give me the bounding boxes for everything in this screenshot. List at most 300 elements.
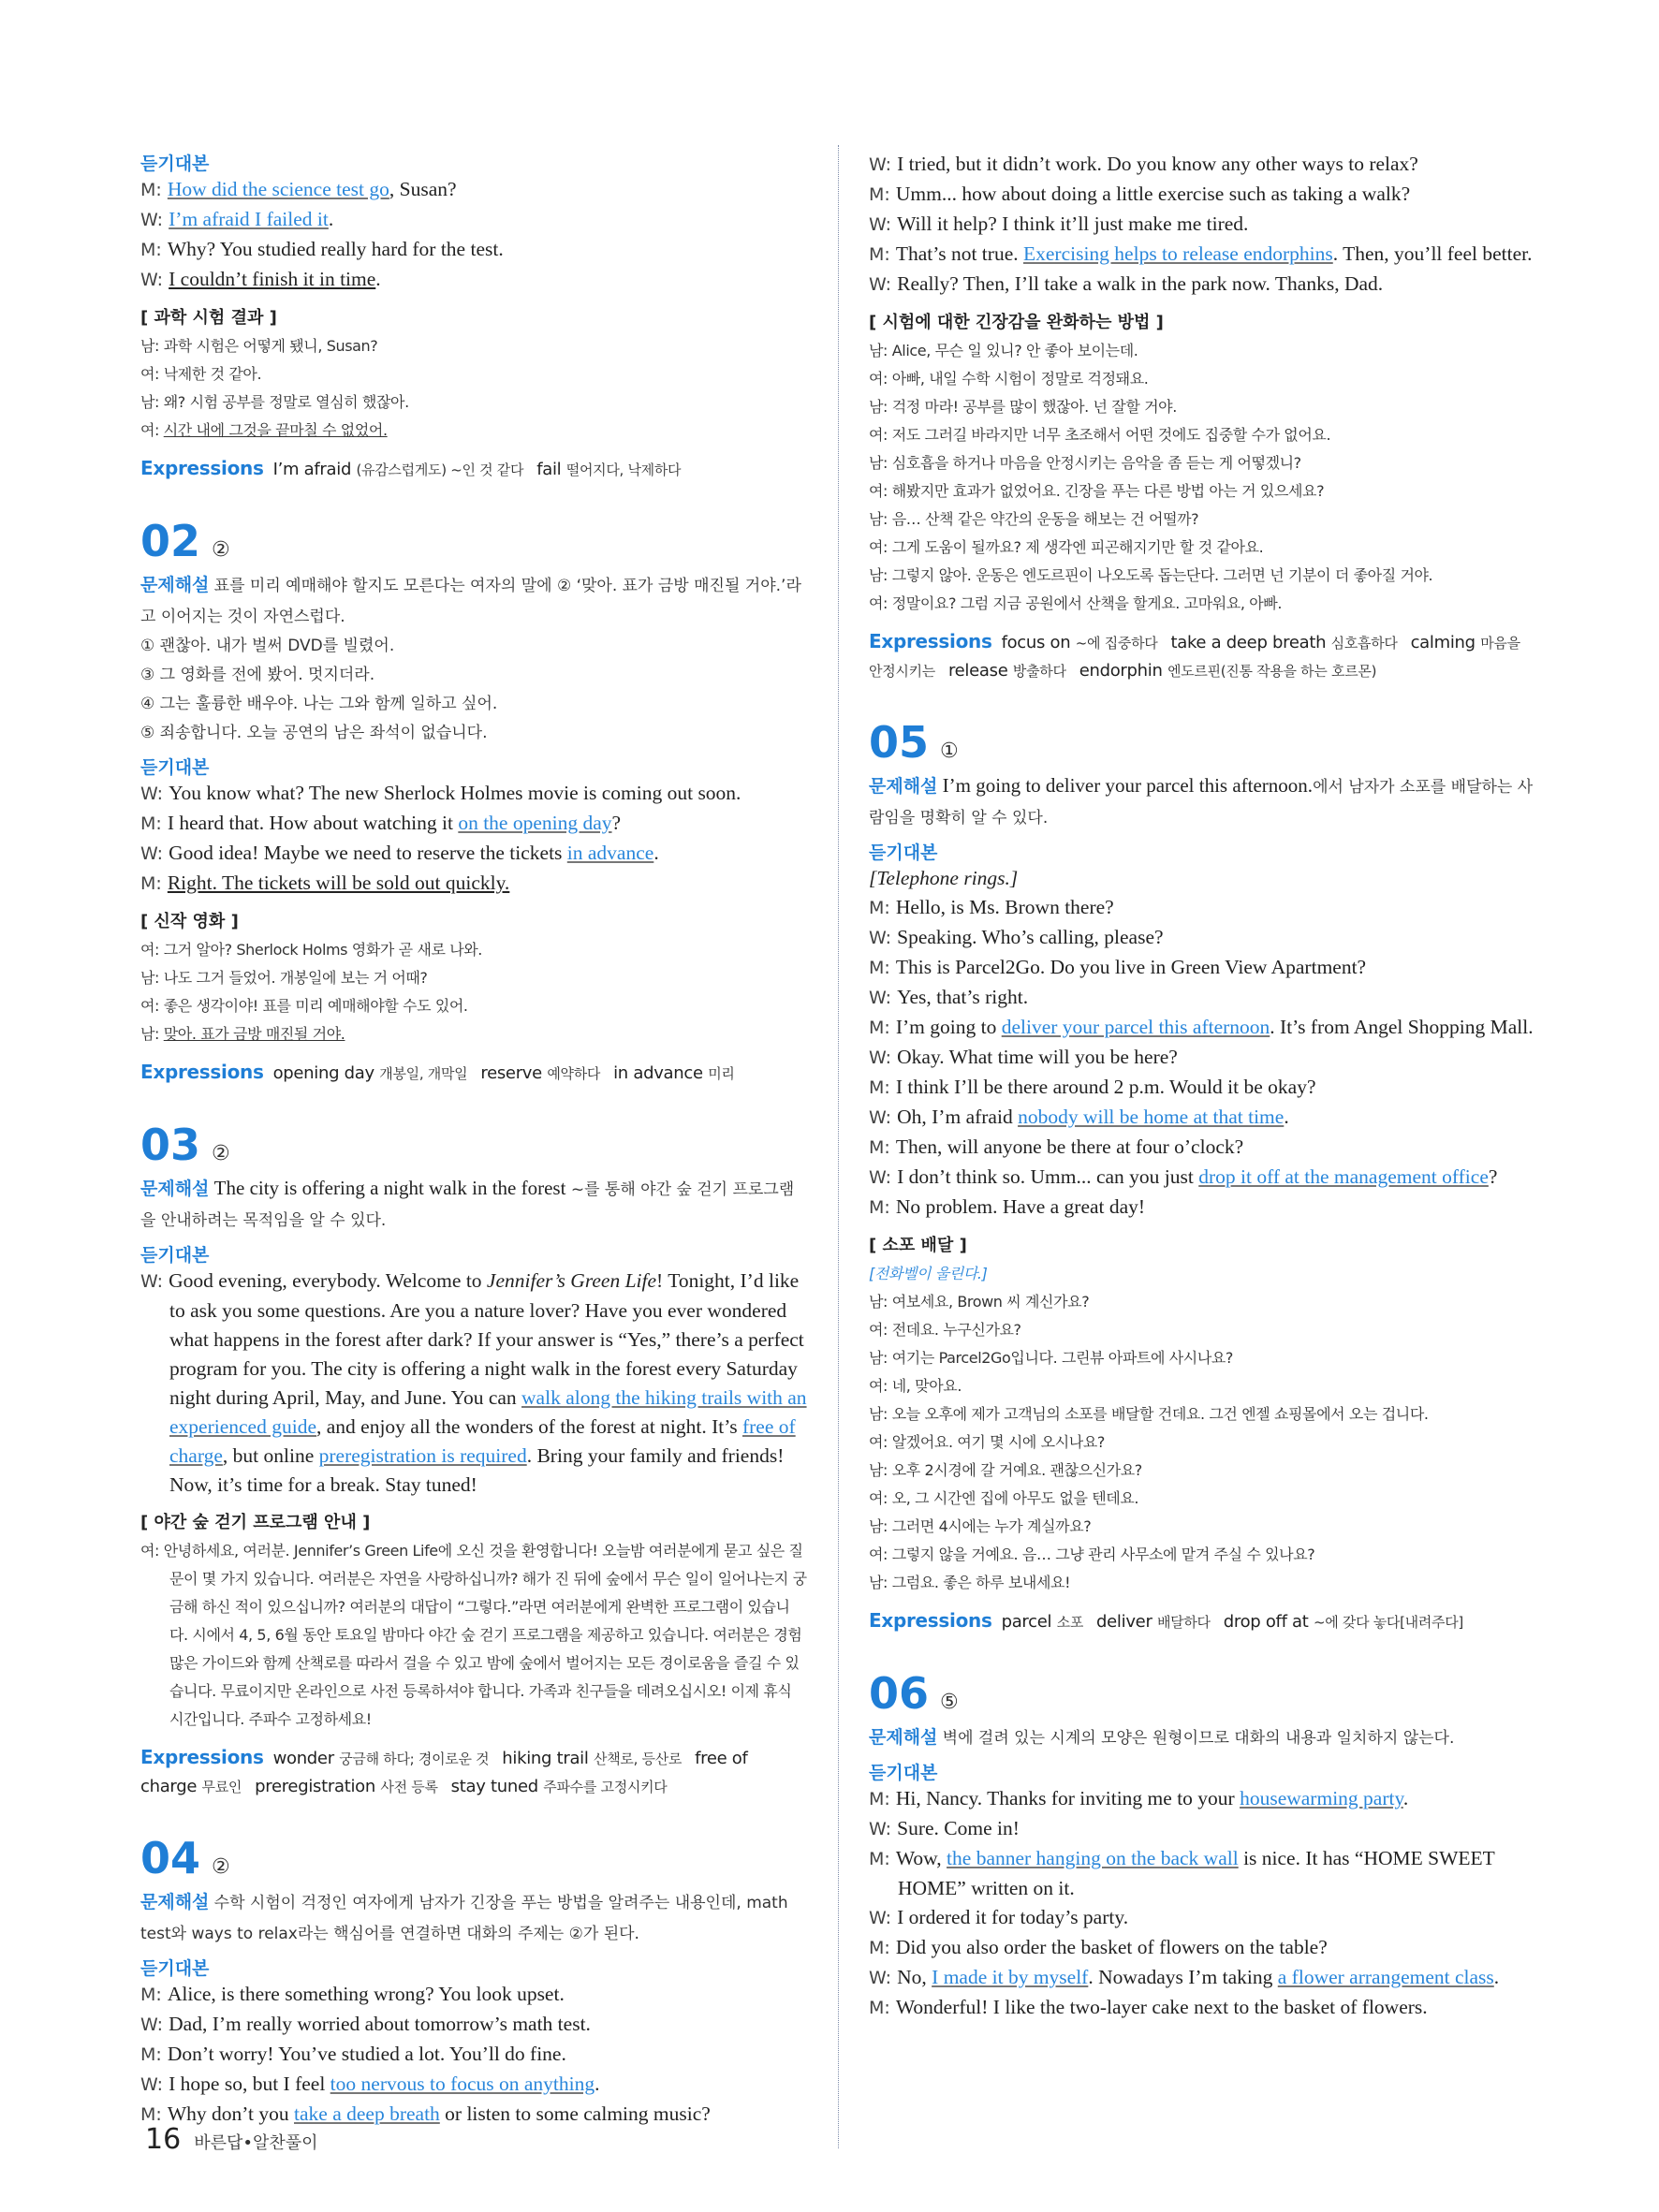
- expressions-label: Expressions: [869, 1609, 992, 1632]
- question-number: 04: [140, 1833, 201, 1883]
- column-divider: [838, 145, 839, 2148]
- speaker-label: W:: [869, 988, 898, 1008]
- explanation-english: I’m going to deliver your parcel this afternoon.: [942, 774, 1314, 797]
- dialogue-line: [869, 1193, 1535, 1223]
- speaker-label: 여:: [869, 1433, 892, 1451]
- speaker-label: 남:: [869, 510, 892, 528]
- keyword-highlight: the banner hanging on the back wall: [947, 1847, 1239, 1869]
- right-column: [869, 150, 1535, 2023]
- translation-text: 해봤지만 효과가 없었어요. 긴장을 푸는 다른 방법 아는 거 있으세요?: [891, 482, 1325, 500]
- dialogue-line: [869, 1133, 1535, 1163]
- answer-underline: I couldn’t finish it in time: [169, 268, 376, 290]
- expression-meaning: 사전 등록: [380, 1779, 438, 1795]
- q6-explanation: [869, 1722, 1535, 1753]
- translation-text: 여보세요, Brown 씨 계신가요?: [891, 1293, 1090, 1311]
- speaker-label: 여:: [140, 941, 164, 959]
- line-text: That’s not true.: [895, 242, 1023, 265]
- expression-meaning: 궁금해 하다; 경이로운 것: [339, 1751, 490, 1767]
- line-text: No problem. Have a great day!: [895, 1195, 1146, 1218]
- book-title: 바른답•알찬풀이: [194, 2133, 318, 2153]
- speaker-label: 여:: [869, 1545, 892, 1563]
- expression-word: deliver: [1096, 1612, 1157, 1632]
- answer-underline: Right. The tickets will be sold out quickly.: [167, 872, 510, 894]
- speaker-label: 남:: [140, 1025, 164, 1043]
- translation-text: 오후 2시경에 갈 거예요. 괜찮으신가요?: [891, 1461, 1142, 1479]
- speaker-label: W:: [869, 1047, 898, 1068]
- line-text: I don’t think so. Umm... can you just: [897, 1165, 1199, 1188]
- expression-meaning: 방출하다: [1012, 663, 1066, 680]
- translation-text: 그거 알아? Sherlock Holms 영화가 곧 새로 나와.: [163, 941, 482, 959]
- expression-word: endorphin: [1079, 661, 1167, 681]
- dialogue-line: [869, 1784, 1535, 1814]
- translation-line: [869, 1513, 1535, 1541]
- speaker-label: 남:: [140, 969, 164, 987]
- translation-line: [869, 1541, 1535, 1569]
- expression-meaning: ~에 집중하다: [1075, 635, 1158, 652]
- keyword-highlight: walk along the hiking trails with an experienced guide: [169, 1386, 807, 1438]
- dialogue-line: [869, 1103, 1535, 1133]
- expression-meaning: 주파수를 고정시키다: [543, 1779, 668, 1795]
- speaker-label: M:: [140, 813, 168, 834]
- q5-explanation: [869, 771, 1535, 833]
- expression-meaning: 예약하다: [547, 1065, 601, 1082]
- expression-meaning: 배달하다: [1156, 1614, 1211, 1631]
- keyword-highlight: How did the science test go: [167, 178, 389, 200]
- expressions-label: Expressions: [140, 1061, 264, 1083]
- speaker-label: M:: [869, 184, 896, 205]
- answer-number: ②: [212, 538, 230, 562]
- keyword-highlight: I’m afraid I failed it: [169, 208, 329, 230]
- q1-translation: [140, 332, 807, 445]
- line-text: or listen to some calming music?: [439, 2102, 711, 2125]
- speaker-label: W:: [140, 210, 169, 230]
- expression-word: hiking trail: [502, 1749, 594, 1768]
- expression-meaning: 미리: [708, 1065, 735, 1082]
- dialogue-line: [140, 779, 807, 809]
- translation-line: [869, 1372, 1535, 1400]
- dialogue-line: [140, 2040, 807, 2070]
- expression-meaning: 엔도르핀(진통 작용을 하는 호르몬): [1167, 663, 1377, 680]
- line-text: Sure. Come in!: [897, 1817, 1020, 1839]
- expression-word: free of charge: [140, 1749, 748, 1796]
- dialogue-line: [869, 1814, 1535, 1844]
- translation-line: [140, 936, 807, 964]
- line-text: . It’s from Angel Shopping Mall.: [1270, 1016, 1534, 1038]
- speaker-label: W:: [140, 270, 169, 290]
- keyword-highlight: drop it off at the management office: [1198, 1165, 1489, 1188]
- translation-line: [869, 562, 1535, 590]
- expression-word: focus on: [1001, 633, 1076, 652]
- translation-text: 시간 내에 그것을 끝마칠 수 없었어.: [163, 421, 388, 439]
- speaker-label: 남:: [869, 1293, 892, 1311]
- translation-line: [869, 505, 1535, 534]
- translation-line: [140, 417, 807, 445]
- line-text: , but online: [222, 1444, 319, 1467]
- speaker-label: M:: [869, 1137, 896, 1158]
- translation-text: 걱정 마라! 공부를 많이 했잖아. 넌 잘할 거야.: [891, 398, 1177, 416]
- explanation-label: 문제해설: [140, 1179, 210, 1199]
- question-number: 06: [869, 1668, 930, 1719]
- q4-dialogue-part1: [140, 1980, 807, 2130]
- explanation-text: 수학 시험이 걱정인 여자에게 남자가 긴장을 푸는 방법을 알려주는 내용인데, math test와 ways to relax라는 핵심어를 연결하면 대화의 주제는 ②가 된다.: [140, 1894, 788, 1943]
- dialogue-line: [869, 1963, 1535, 1993]
- speaker-label: 여:: [140, 421, 164, 439]
- line-text: . Then, you’ll feel better.: [1332, 242, 1533, 265]
- translation-text: 오늘 오후에 제가 고객님의 소포를 배달할 건데요. 그건 엔젤 쇼핑몰에서 오는 겁니다.: [891, 1405, 1429, 1423]
- line-text: Speaking. Who’s calling, please?: [897, 926, 1164, 948]
- explanation-label: 문제해설: [140, 1892, 210, 1912]
- q2-explanation: [140, 570, 807, 632]
- dialogue-line: [869, 180, 1535, 210]
- expression-word: opening day: [272, 1063, 380, 1083]
- translation-line: [869, 1316, 1535, 1344]
- line-text: .: [653, 842, 659, 864]
- speaker-label: 남:: [869, 1517, 892, 1535]
- line-text: No,: [897, 1966, 932, 1988]
- speaker-label: W:: [869, 1908, 898, 1928]
- translation-line: [869, 337, 1535, 365]
- speaker-label: W:: [140, 2074, 169, 2095]
- keyword-highlight: Exercising helps to release endorphins: [1022, 242, 1333, 265]
- speaker-label: W:: [869, 1167, 898, 1188]
- speaker-label: 남:: [140, 393, 164, 411]
- speaker-label: 여:: [140, 997, 164, 1015]
- explanation-text: 벽에 걸려 있는 시계의 모양은 원형이므로 대화의 내용과 일치하지 않는다.: [942, 1729, 1455, 1748]
- line-text: Umm... how about doing a little exercise such as taking a walk?: [895, 183, 1411, 205]
- dialogue-line: [869, 270, 1535, 300]
- left-column: [140, 150, 807, 2130]
- keyword-highlight: free of charge: [169, 1415, 796, 1467]
- translation-text: 맞아. 표가 금방 매진될 거야.: [163, 1025, 345, 1043]
- expressions-label: Expressions: [140, 1746, 264, 1768]
- speaker-label: M:: [869, 1789, 896, 1809]
- line-text: You know what? The new Sherlock Holmes movie is coming out soon.: [169, 782, 741, 804]
- dialogue-line: [140, 2010, 807, 2040]
- expression-word: reserve: [480, 1063, 548, 1083]
- line-text: I think I’ll be there around 2 p.m. Would it be okay?: [895, 1076, 1316, 1098]
- translation-line: [869, 590, 1535, 618]
- explanation-korean: 에서 남자가 소포를 배달하는 사람임을 명확히 알 수 있다.: [869, 778, 1534, 828]
- expression-meaning: 소포: [1056, 1614, 1084, 1631]
- speaker-label: 여:: [869, 1377, 892, 1395]
- question-number: 02: [140, 516, 201, 566]
- dialogue-line: [869, 1844, 1535, 1903]
- expression-word: fail: [536, 460, 566, 479]
- translation-line: [869, 1569, 1535, 1597]
- speaker-label: 여:: [869, 594, 892, 612]
- line-text: ?: [1488, 1165, 1498, 1188]
- line-text: . Bring your family and friends! Now, it’s time for a break. Stay tuned!: [169, 1444, 785, 1496]
- q2-options: [140, 632, 807, 748]
- page-footer: [145, 2123, 318, 2156]
- translation-line: [140, 1020, 807, 1048]
- translation-line: [869, 1400, 1535, 1428]
- q5-dialogue: [869, 893, 1535, 1223]
- translation-line: [140, 332, 807, 360]
- keyword-highlight: deliver your parcel this afternoon: [1001, 1016, 1270, 1038]
- answer-number: ②: [212, 1142, 230, 1165]
- line-text: Why don’t you: [167, 2102, 295, 2125]
- q4-explanation: [140, 1887, 807, 1949]
- q3-monologue: W: Good evening, everybody. Welcome to Jennifer’s Green Life! Tonight, I’d like to ask you some questions. Are you a nature lover? Have you ever wondered what happens in the forest after dark? If your answer is “Yes,” there’s a perfect program for you. The city is offering a night walk in the forest every Saturday night during April, May, and June. You can walk along the hiking trails with an experienced guide, and enjoy all the wonders of the forest at night. It’s free of charge, but online preregistration is required. Bring your family and friends! Now, it’s time for a break. Stay tuned!: [140, 1269, 807, 1496]
- explanation-korean: ~를 통해 야간 숲 걷기 프로그램을 안내하려는 목적임을 알 수 있다.: [140, 1180, 795, 1230]
- translation-text: 그게 도움이 될까요? 제 생각엔 피곤해지기만 할 것 같아요.: [891, 538, 1264, 556]
- expression-word: take a deep breath: [1170, 633, 1331, 652]
- speaker-label: 남:: [869, 1349, 892, 1367]
- q6-header: [869, 1668, 1535, 1719]
- program-title: Jennifer’s Green Life: [486, 1269, 657, 1292]
- dialogue-line: [869, 923, 1535, 953]
- dialogue-line: [869, 1993, 1535, 2023]
- line-text: . Nowadays I’m taking: [1088, 1966, 1278, 1988]
- speaker-label: 남:: [869, 1405, 892, 1423]
- expression-meaning: 마음을 안정시키는: [869, 635, 1520, 680]
- speaker-label: W:: [869, 214, 898, 235]
- q5-expressions: [869, 1606, 1535, 1636]
- line-text: I heard that. How about watching it: [167, 812, 459, 834]
- answer-option: ③ 그 영화를 전에 봤어. 멋지더라.: [140, 666, 375, 684]
- q5-kr-title: [ 소포 배달 ]: [869, 1236, 967, 1255]
- speaker-label: 여:: [869, 1489, 892, 1507]
- speaker-label: 남:: [869, 454, 892, 472]
- script-label: 듣기대본: [869, 842, 938, 863]
- dialogue-line: [869, 893, 1535, 923]
- translation-text: 심호흡을 하거나 마음을 안정시키는 음악을 좀 듣는 게 어떻겠니?: [891, 454, 1301, 472]
- speaker-label: 남:: [869, 1574, 892, 1591]
- keyword-highlight: a flower arrangement class: [1277, 1966, 1494, 1988]
- dialogue-line: [140, 175, 807, 205]
- speaker-label: 남:: [869, 342, 892, 359]
- q5-stage-direction: [Telephone rings.]: [869, 867, 1019, 889]
- explanation-label: 문제해설: [869, 1727, 938, 1748]
- dialogue-line: [869, 240, 1535, 270]
- line-text: Good evening, everybody. Welcome to: [169, 1269, 487, 1292]
- expression-word: wonder: [272, 1749, 340, 1768]
- translation-line: [869, 1457, 1535, 1485]
- speaker-label: M:: [869, 1077, 896, 1098]
- line-text: , Susan?: [389, 178, 457, 200]
- translation-line: [869, 421, 1535, 449]
- translation-text: 아빠, 내일 수학 시험이 정말로 걱정돼요.: [891, 370, 1149, 388]
- translation-line: [869, 477, 1535, 505]
- speaker-label: M:: [869, 898, 896, 918]
- line-text: .: [1493, 1966, 1500, 1988]
- translation-text: 그러면 4시에는 누가 계실까요?: [891, 1517, 1092, 1535]
- line-text: is nice. It has “HOME SWEET HOME” written on it.: [898, 1847, 1495, 1899]
- translation-text: 정말이요? 그럼 지금 공원에서 산책을 할게요. 고마워요, 아빠.: [891, 594, 1283, 612]
- keyword-highlight: on the opening day: [458, 812, 612, 834]
- translation-text: 음… 산책 같은 약간의 운동을 해보는 건 어떨까?: [891, 510, 1199, 528]
- expressions-label: Expressions: [869, 630, 992, 652]
- keyword-highlight: I made it by myself: [932, 1966, 1089, 1988]
- q2-translation: [140, 936, 807, 1048]
- expression-meaning: 떨어지다, 낙제하다: [565, 461, 682, 478]
- translation-text: 저도 그러길 바라지만 너무 초조해서 어떤 것에도 집중할 수가 없어요.: [891, 426, 1331, 444]
- answer-option: ⑤ 죄송합니다. 오늘 공연의 남은 좌석이 없습니다.: [140, 724, 488, 742]
- speaker-label: M:: [140, 1985, 168, 2005]
- question-number: 03: [140, 1120, 201, 1170]
- answer-option: ④ 그는 훌륭한 배우야. 나는 그와 함께 일하고 싶어.: [140, 695, 498, 713]
- speaker-label: 남:: [869, 1461, 892, 1479]
- speaker-label: M:: [140, 2104, 168, 2125]
- expression-word: I’m afraid: [272, 460, 357, 479]
- speaker-label: M:: [140, 240, 168, 260]
- expression-meaning: (유감스럽게도) ~인 것 같다: [356, 461, 524, 478]
- keyword-highlight: take a deep breath: [294, 2102, 440, 2125]
- dialogue-line: [140, 2070, 807, 2100]
- translation-text: 네, 맞아요.: [891, 1377, 962, 1395]
- dialogue-line: [140, 809, 807, 839]
- speaker-label: M:: [869, 1849, 896, 1869]
- speaker-label: M:: [869, 244, 896, 265]
- translation-line: [869, 1428, 1535, 1457]
- dialogue-line: [869, 210, 1535, 240]
- translation-text: 좋은 생각이야! 표를 미리 예매해야할 수도 있어.: [163, 997, 468, 1015]
- translation-line: [869, 1344, 1535, 1372]
- translation-line: [869, 1288, 1535, 1316]
- line-text: ! Tonight, I’d like to ask you some questions. Are you a nature lover? Have you ever wondered what happens in the forest after dark? If your answer is “Yes,” there’s a perfect program for you. The city is offering a night walk in the forest every Saturday night during April, May, and June. You can: [169, 1269, 804, 1409]
- explanation-label: 문제해설: [140, 575, 210, 595]
- q1-expressions: [140, 454, 807, 484]
- line-text: Yes, that’s right.: [897, 986, 1029, 1008]
- q4-dialogue-part2: [869, 150, 1535, 300]
- script-label: 듣기대본: [140, 1245, 210, 1266]
- translation-line: [869, 1485, 1535, 1513]
- line-text: .: [1402, 1787, 1409, 1809]
- speaker-label: 여:: [869, 1321, 892, 1339]
- translation-line: [869, 534, 1535, 562]
- speaker-label: M:: [869, 1998, 896, 2018]
- expression-word: calming: [1410, 633, 1481, 652]
- translation-text: 그렇지 않아. 운동은 엔도르핀이 나오도록 돕는단다. 그러면 넌 기분이 더 좋아질 거야.: [891, 566, 1433, 584]
- translation-line: [140, 992, 807, 1020]
- q1-dialogue: [140, 175, 807, 295]
- keyword-highlight: too nervous to focus on anything: [330, 2073, 595, 2095]
- keyword-highlight: housewarming party: [1240, 1787, 1403, 1809]
- translation-text: Alice, 무슨 일 있니? 안 좋아 보이는데.: [891, 342, 1138, 359]
- translation-text: 나도 그거 들었어. 개봉일에 보는 거 어때?: [163, 969, 428, 987]
- expression-word: stay tuned: [450, 1777, 544, 1796]
- line-text: ?: [611, 812, 622, 834]
- dialogue-line: [869, 1043, 1535, 1073]
- q4-expressions: [869, 627, 1535, 685]
- speaker-label: W:: [869, 1968, 898, 1988]
- line-text: Hello, is Ms. Brown there?: [895, 896, 1114, 918]
- line-text: I ordered it for today’s party.: [897, 1906, 1129, 1928]
- speaker-label: 여:: [869, 538, 892, 556]
- translation-text: 그럼요. 좋은 하루 보내세요!: [891, 1574, 1071, 1591]
- line-text: Dad, I’m really worried about tomorrow’s math test.: [169, 2013, 591, 2035]
- speaker-label: W:: [869, 1107, 898, 1128]
- translation-text: 알겠어요. 여기 몇 시에 오시나요?: [891, 1433, 1105, 1451]
- speaker-label: W:: [869, 154, 898, 175]
- q3-translation: 여: 안녕하세요, 여러분. Jennifer’s Green Life에 오신 것을 환영합니다! 오늘밤 여러분에게 묻고 싶은 질문이 몇 가지 있습니다. 여러분은 자연을 사랑하십니까? 해가 진 뒤에 숲에서 무슨 일이 일어나는지 궁금해 하신 적이 있으십니까? 여러분의 대답이 “그렇다.”라면 여러분에게 완벽한 프로그램이 있습니다. 시에서 4, 5, 6월 동안 토요일 밤마다 야간 숲 걷기 프로그램을 제공하고 있습니다. 여러분은 경험 많은 가이드와 함께 산책로를 따라서 걸을 수 있고 밤에 숲에서 벌어지는 모든 경이로움을 즐길 수 있습니다. 무료이지만 온라인으로 사전 등록하셔야 합니다. 가족과 친구들을 데려오십시오! 이제 휴식 시간입니다. 주파수 고정하세요!: [140, 1542, 807, 1728]
- answer-number: ⑤: [940, 1691, 959, 1714]
- speaker-label: 남:: [869, 398, 892, 416]
- expression-word: preregistration: [255, 1777, 381, 1796]
- dialogue-line: [869, 983, 1535, 1013]
- translation-line: [869, 393, 1535, 421]
- q3-expressions: [140, 1743, 807, 1801]
- explanation-label: 문제해설: [869, 776, 938, 797]
- q3-explanation: [140, 1174, 807, 1236]
- translation-text: 오, 그 시간엔 집에 아무도 없을 텐데요.: [891, 1489, 1139, 1507]
- speaker-label: M:: [869, 1938, 896, 1958]
- line-text: Did you also order the basket of flowers on the table?: [895, 1936, 1328, 1958]
- dialogue-line: [869, 1163, 1535, 1193]
- question-number: 05: [869, 717, 930, 768]
- speaker-label: M:: [869, 1197, 896, 1218]
- speaker-label: 여:: [869, 426, 892, 444]
- q2-kr-title: [ 신작 영화 ]: [140, 912, 239, 931]
- line-text: Alice, is there something wrong? You look upset.: [167, 1983, 565, 2005]
- q1-kr-title: [ 과학 시험 결과 ]: [140, 308, 277, 328]
- line-text: Okay. What time will you be here?: [897, 1046, 1178, 1068]
- dialogue-line: [140, 205, 807, 235]
- expressions-label: Expressions: [140, 457, 264, 479]
- line-text: Why? You studied really hard for the test.: [167, 238, 504, 260]
- line-text: Wow,: [895, 1847, 947, 1869]
- dialogue-line: [869, 1933, 1535, 1963]
- q2-expressions: [140, 1058, 807, 1088]
- line-text: Will it help? I think it’ll just make me tired.: [897, 212, 1249, 235]
- line-text: Oh, I’m afraid: [897, 1106, 1019, 1128]
- line-text: Good idea! Maybe we need to reserve the tickets: [169, 842, 567, 864]
- speaker-label: M:: [140, 873, 168, 894]
- expression-word: in advance: [613, 1063, 709, 1083]
- dialogue-line: [869, 1073, 1535, 1103]
- line-text: Don’t worry! You’ve studied a lot. You’ll do fine.: [167, 2043, 566, 2065]
- line-text: Then, will anyone be there at four o’clock?: [895, 1135, 1244, 1158]
- explanation-english: The city is offering a night walk in the forest: [213, 1177, 566, 1199]
- speaker-label: W:: [140, 843, 169, 864]
- line-text: Hi, Nancy. Thanks for inviting me to your: [895, 1787, 1241, 1809]
- line-text: Wonderful! I like the two-layer cake next to the basket of flowers.: [895, 1996, 1428, 2018]
- page-number: 16: [145, 2123, 182, 2156]
- dialogue-line: [140, 235, 807, 265]
- keyword-highlight: in advance: [566, 842, 654, 864]
- q5-header: [869, 717, 1535, 768]
- script-label: 듣기대본: [869, 1763, 938, 1783]
- translation-text: 과학 시험은 어떻게 됐니, Susan?: [163, 337, 378, 355]
- expression-word: drop off at: [1223, 1612, 1314, 1632]
- translation-text: 전데요. 누구신가요?: [891, 1321, 1021, 1339]
- dialogue-line: [869, 1903, 1535, 1933]
- speaker-label: 남:: [140, 337, 164, 355]
- line-text: .: [375, 268, 381, 290]
- speaker-label: M:: [140, 180, 168, 200]
- q4-kr-title: [ 시험에 대한 긴장감을 완화하는 방법 ]: [869, 313, 1164, 332]
- dialogue-line: [869, 1013, 1535, 1043]
- line-text: I tried, but it didn’t work. Do you know any other ways to relax?: [897, 153, 1418, 175]
- script-label: 듣기대본: [140, 1958, 210, 1979]
- expression-meaning: 개봉일, 개막일: [379, 1065, 468, 1082]
- script-label: 듣기대본: [140, 154, 210, 174]
- speaker-label: 여:: [869, 482, 892, 500]
- answer-number: ②: [212, 1855, 230, 1879]
- speaker-label: W:: [140, 784, 169, 804]
- dialogue-line: [140, 839, 807, 869]
- translation-line: [140, 388, 807, 417]
- q2-header: [140, 516, 807, 566]
- line-text: , and enjoy all the wonders of the forest at night. It’s: [316, 1415, 742, 1438]
- q4-translation: [869, 337, 1535, 618]
- line-text: This is Parcel2Go. Do you live in Green View Apartment?: [895, 956, 1367, 978]
- speaker-label: 남:: [869, 566, 892, 584]
- script-label: 듣기대본: [140, 757, 210, 778]
- translation-text: 그렇지 않을 거예요. 음… 그냥 관리 사무소에 맡겨 주실 수 있나요?: [891, 1545, 1315, 1563]
- speaker-label: 여:: [869, 370, 892, 388]
